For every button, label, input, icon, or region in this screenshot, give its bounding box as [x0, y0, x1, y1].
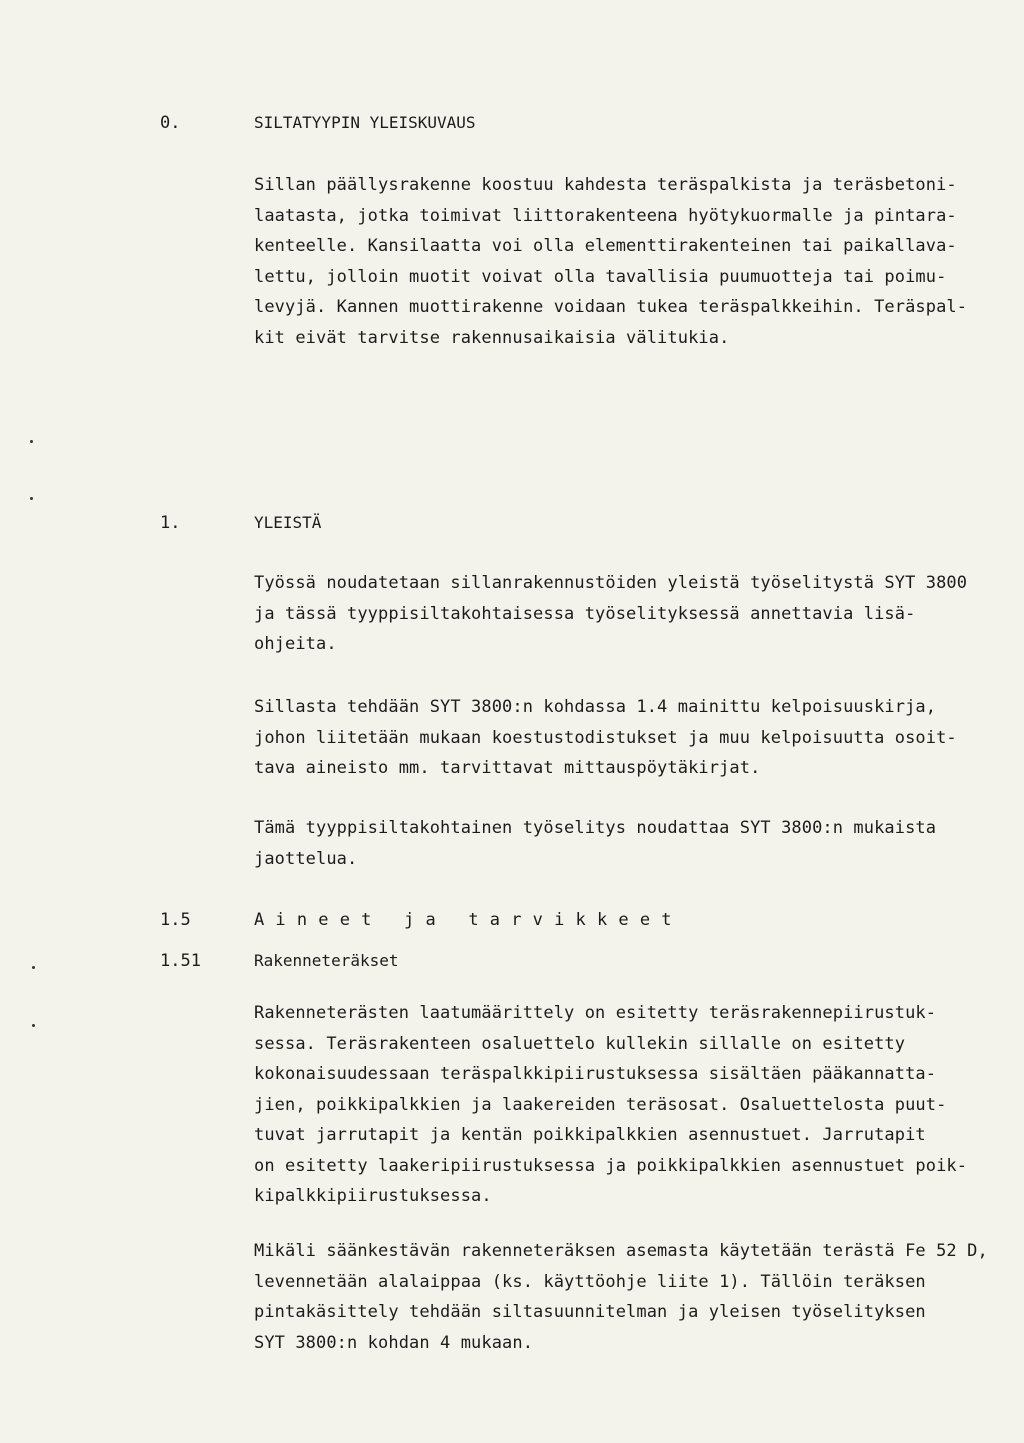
text-line: on esitetty laakeripiirustuksessa ja poikkipalkkien asennustuet poik-: [254, 1155, 968, 1176]
text-line: tava aineisto mm. tarvittavat mittauspöytäkirjat.: [254, 758, 761, 778]
text-line: SYT 3800:n kohdan 4 mukaan.: [254, 1332, 534, 1353]
section-heading: Aineet ja tarvikkeet: [254, 910, 683, 930]
section-number: 1.5: [160, 910, 191, 930]
scan-speck: [30, 440, 33, 443]
text-line: kit eivät tarvitse rakennusaikaisia välitukia.: [254, 327, 730, 348]
text-line: kipalkkipiirustuksessa.: [254, 1186, 492, 1206]
scan-speck: [30, 497, 33, 500]
text-line: sessa. Teräsrakenteen osaluettelo kullekin sillalle on esitetty: [254, 1033, 906, 1054]
text-line: Mikäli säänkestävän rakenneteräksen asemasta käytetään terästä Fe 52 D,: [254, 1241, 988, 1261]
paragraph: [254, 1236, 988, 1358]
text-line: levyjä. Kannen muottirakenne voidaan tukea teräspalkkeihin. Teräspal-: [254, 297, 968, 317]
text-line: Työssä noudatetaan sillanrakennustöiden yleistä työselitystä SYT 3800: [254, 573, 968, 593]
section-heading: YLEISTÄ: [254, 513, 322, 532]
section-heading: Rakenneteräkset: [254, 951, 399, 970]
section-number: 1.51: [160, 951, 201, 971]
text-line: kenteelle. Kansilaatta voi olla elementtirakenteinen tai paikallava-: [254, 236, 957, 256]
text-line: jaottelua.: [254, 848, 358, 869]
text-line: pintakäsittely tehdään siltasuunnitelman ja yleisen työselityksen: [254, 1302, 926, 1322]
paragraph: [254, 568, 984, 660]
section-heading: SILTATYYPIN YLEISKUVAUS: [254, 113, 476, 132]
text-line: Sillan päällysrakenne koostuu kahdesta teräspalkista ja teräsbetoni-: [254, 175, 957, 195]
text-line: laatasta, jotka toimivat liittorakenteena hyötykuormalle ja pintara-: [254, 205, 957, 226]
text-line: ja tässä tyyppisiltakohtaisessa työselityksessä annettavia lisä-: [254, 603, 916, 624]
paragraph: [254, 170, 984, 353]
text-line: jien, poikkipalkkien ja laakereiden teräsosat. Osaluettelosta puut-: [254, 1094, 947, 1115]
text-line: ohjeita.: [254, 634, 337, 654]
text-line: Sillasta tehdään SYT 3800:n kohdassa 1.4 mainittu kelpoisuuskirja,: [254, 697, 937, 717]
paragraph: [254, 813, 984, 874]
text-line: Rakenneterästen laatumäärittely on esitetty teräsrakennepiirustuk-: [254, 1003, 937, 1023]
paragraph: [254, 692, 984, 784]
text-line: lettu, jolloin muotit voivat olla tavallisia puumuotteja tai poimu-: [254, 266, 947, 287]
text-line: levennetään alalaippaa (ks. käyttöohje liite 1). Tällöin teräksen: [254, 1271, 926, 1292]
scan-speck: [32, 966, 35, 969]
text-line: Tämä tyyppisiltakohtainen työselitys noudattaa SYT 3800:n mukaista: [254, 818, 937, 838]
section-number: 0.: [160, 113, 181, 133]
text-line: tuvat jarrutapit ja kentän poikkipalkkien asennustuet. Jarrutapit: [254, 1125, 926, 1145]
text-line: kokonaisuudessaan teräspalkkipiirustuksessa sisältäen pääkannatta-: [254, 1064, 937, 1084]
scan-speck: [32, 1024, 35, 1027]
paragraph: [254, 998, 984, 1212]
text-line: johon liitetään mukaan koestustodistukset ja muu kelpoisuutta osoit-: [254, 727, 957, 748]
section-number: 1.: [160, 513, 181, 533]
